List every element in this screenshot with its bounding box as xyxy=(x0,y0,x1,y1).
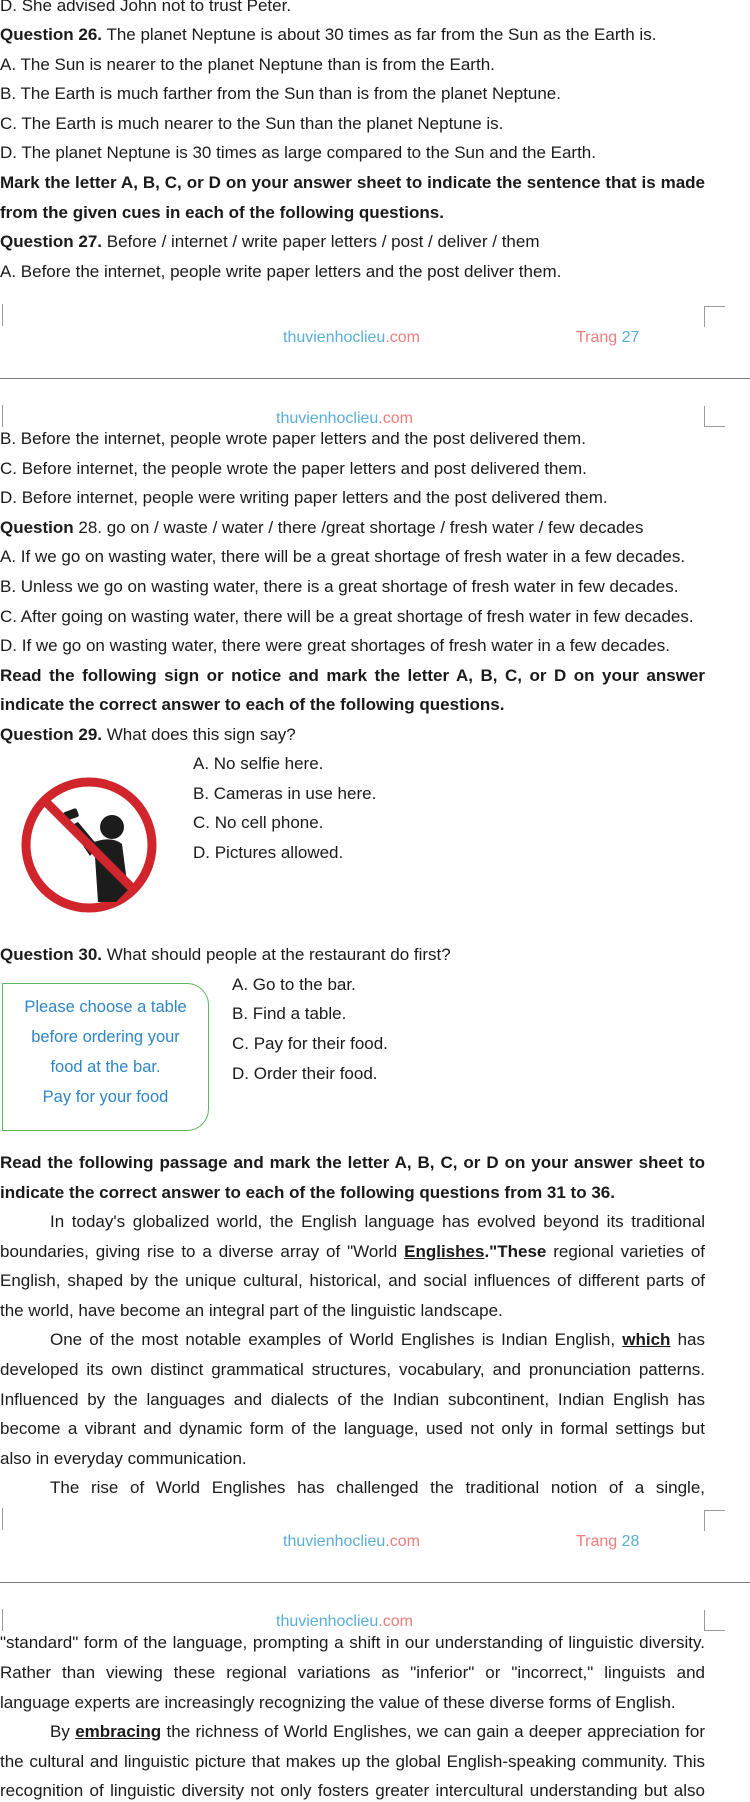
passage-line: "standard" form of the language, prompting a shift in our understanding of linguistic diversity. xyxy=(0,1633,705,1652)
answer-option: D. Pictures allowed. xyxy=(193,843,344,862)
instruction: indicate the correct answer to each of the following questions from 31 to 36. xyxy=(0,1183,615,1202)
page-divider xyxy=(0,1582,750,1583)
passage-line: also in everyday communication. xyxy=(0,1449,247,1468)
answer-option: B. Find a table. xyxy=(232,1004,347,1023)
footer-brand: thuvienhoclieu.com xyxy=(283,329,420,346)
notice-line: Pay for your food xyxy=(42,1088,169,1106)
passage-line: The rise of World Englishes has challenged the traditional notion of a single, xyxy=(50,1478,705,1497)
passage-line: become a vibrant and dynamic form of the language, used not only in formal settings but xyxy=(0,1419,705,1438)
question-26: Question 26. The planet Neptune is about 30 times as far from the Sun as the Earth is. xyxy=(0,25,657,44)
passage-line: recognition of linguistic diversity not only fosters greater intercultural understanding but also xyxy=(0,1781,705,1800)
header-brand: thuvienhoclieu.com xyxy=(276,410,413,427)
corner-mark xyxy=(704,406,725,427)
footer-brand: thuvienhoclieu.com xyxy=(283,1533,420,1550)
answer-option: C. The Earth is much nearer to the Sun than the planet Neptune is. xyxy=(0,114,504,133)
notice-line: food at the bar. xyxy=(50,1058,161,1076)
page-number: Trang 27 xyxy=(576,329,640,346)
margin-mark xyxy=(2,304,3,326)
instruction: Read the following sign or notice and mark the letter A, B, C, or D on your answer xyxy=(0,666,705,685)
answer-option: D. She advised John not to trust Peter. xyxy=(0,0,292,15)
answer-option: C. Before internet, the people wrote the paper letters and post delivered them. xyxy=(0,459,587,478)
passage-line: the cultural and linguistic picture that makes up the global English-speaking community. This xyxy=(0,1752,705,1771)
question-30: Question 30. What should people at the restaurant do first? xyxy=(0,945,451,964)
passage-line: Rather than viewing these regional variations as "inferior" or "incorrect," linguists and xyxy=(0,1663,705,1682)
passage-line: English, shaped by the unique cultural, historical, and social influences of different parts of xyxy=(0,1271,705,1290)
page-number: Trang 28 xyxy=(576,1533,640,1550)
margin-mark xyxy=(2,1609,3,1631)
corner-mark xyxy=(704,1510,725,1531)
passage-line: By embracing the richness of World Englishes, we can gain a deeper appreciation for xyxy=(50,1722,705,1741)
header-brand: thuvienhoclieu.com xyxy=(276,1613,413,1630)
passage-line: the world, have become an integral part of the linguistic landscape. xyxy=(0,1301,503,1320)
passage-line: developed its own distinct grammatical structures, vocabulary, and pronunciation patterns. xyxy=(0,1360,705,1379)
restaurant-notice xyxy=(2,983,209,1131)
answer-option: B. The Earth is much farther from the Sun than is from the planet Neptune. xyxy=(0,84,561,103)
instruction: indicate the correct answer to each of the following questions. xyxy=(0,695,505,714)
answer-option: A. If we go on wasting water, there will be a great shortage of fresh water in a few decades. xyxy=(0,547,686,566)
answer-option: A. No selfie here. xyxy=(193,754,324,773)
answer-option: A. The Sun is nearer to the planet Neptune than is from the Earth. xyxy=(0,55,495,74)
answer-option: D. The planet Neptune is 30 times as large compared to the Sun and the Earth. xyxy=(0,143,596,162)
passage-line: In today's globalized world, the English language has evolved beyond its traditional xyxy=(50,1212,705,1231)
page-divider xyxy=(0,378,750,379)
notice-line: Please choose a table xyxy=(24,998,187,1016)
answer-option: D. Before internet, people were writing paper letters and the post delivered them. xyxy=(0,488,608,507)
answer-option: D. If we go on wasting water, there were great shortages of fresh water in a few decades. xyxy=(0,636,670,655)
answer-option: C. After going on wasting water, there will be a great shortage of fresh water in few decades. xyxy=(0,607,694,626)
instruction: Read the following passage and mark the letter A, B, C, or D on your answer sheet to xyxy=(0,1153,705,1172)
no-selfie-sign-icon xyxy=(18,774,160,916)
question-27: Question 27. Before / internet / write paper letters / post / deliver / them xyxy=(0,232,540,251)
notice-line: before ordering your xyxy=(31,1028,180,1046)
answer-option: A. Go to the bar. xyxy=(232,975,356,994)
question-28: Question 28. go on / waste / water / there /great shortage / fresh water / few decades xyxy=(0,518,644,537)
instruction: Mark the letter A, B, C, or D on your answer sheet to indicate the sentence that is made xyxy=(0,173,705,192)
instruction: from the given cues in each of the following questions. xyxy=(0,203,444,222)
answer-option: D. Order their food. xyxy=(232,1064,378,1083)
passage-line: One of the most notable examples of World Englishes is Indian English, which has xyxy=(50,1330,705,1349)
corner-mark xyxy=(704,306,725,327)
margin-mark xyxy=(2,1508,3,1530)
answer-option: A. Before the internet, people write paper letters and the post deliver them. xyxy=(0,262,562,281)
answer-option: C. Pay for their food. xyxy=(232,1034,388,1053)
passage-line: language experts are increasingly recognizing the value of these diverse forms of English. xyxy=(0,1693,676,1712)
answer-option: C. No cell phone. xyxy=(193,813,324,832)
question-29: Question 29. What does this sign say? xyxy=(0,725,296,744)
passage-line: boundaries, giving rise to a diverse array of "World Englishes."These regional varieties of xyxy=(0,1242,705,1261)
passage-line: Influenced by the languages and dialects of the Indian subcontinent, Indian English has xyxy=(0,1390,705,1409)
answer-option: B. Before the internet, people wrote paper letters and the post delivered them. xyxy=(0,429,586,448)
answer-option: B. Cameras in use here. xyxy=(193,784,377,803)
corner-mark xyxy=(704,1610,725,1631)
margin-mark xyxy=(2,405,3,427)
answer-option: B. Unless we go on wasting water, there is a great shortage of fresh water in few decades. xyxy=(0,577,679,596)
